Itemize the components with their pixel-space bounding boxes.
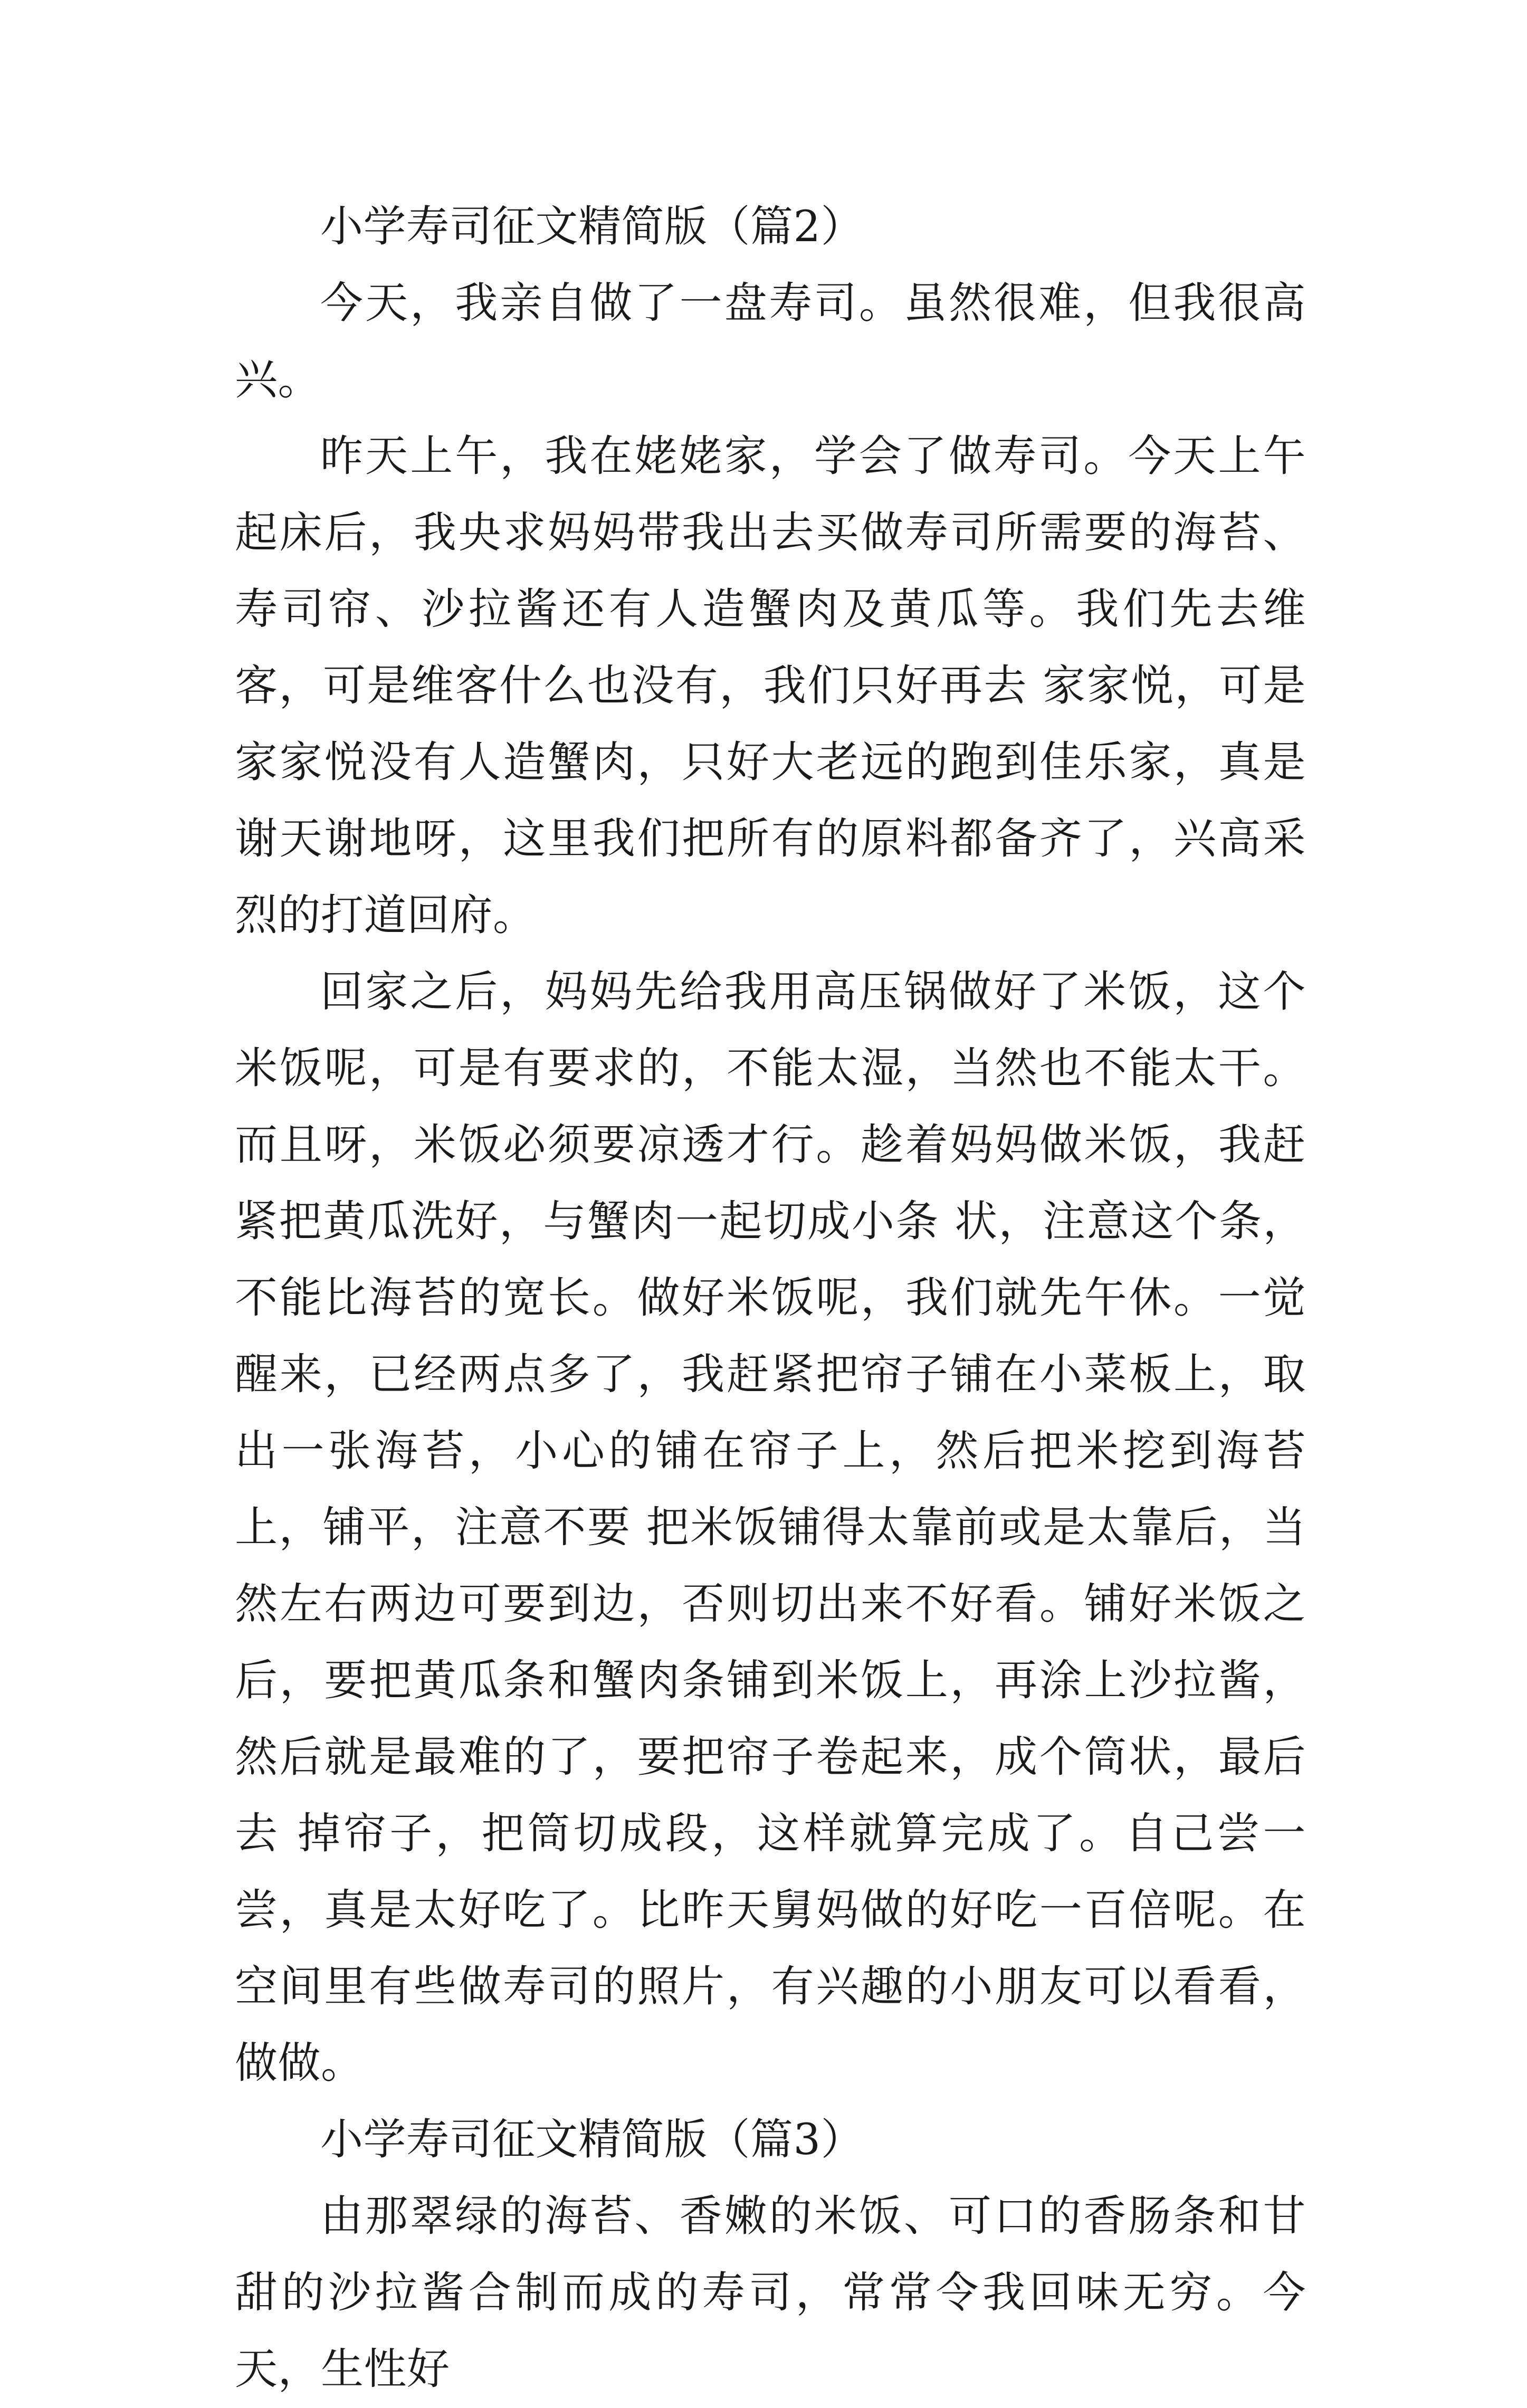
paragraph: 由那翠绿的海苔、香嫩的米饭、可口的香肠条和甘甜的沙拉酱合制而成的寿司，常常令我回味无穷。今天，生性好 <box>235 2192 1306 2394</box>
section-heading-2: 小学寿司征文精简版（篇2） <box>320 202 864 252</box>
paragraph: 昨天上午，我在姥姥家，学会了做寿司。今天上午起床后，我央求妈妈带我出去买做寿司所需要的海苔、寿司帘、沙拉酱还有人造蟹肉及黄瓜等。我们先去维客，可是维客什么也没有，我们只好再去 家家悦，可是家家悦没有人造蟹肉，只好大老远的跑到佳乐家，真是谢天谢地呀，这里我们把所有的原料都备齐了，兴高采烈的打道回府。 <box>235 432 1306 940</box>
section-heading-3: 小学寿司征文精简版（篇3） <box>320 2115 864 2165</box>
document-body <box>235 189 1306 2408</box>
paragraph: 回家之后，妈妈先给我用高压锅做好了米饭，这个米饭呢，可是有要求的，不能太湿，当然也不能太干。而且呀，米饭必须要凉透才行。趁着妈妈做米饭，我赶紧把黄瓜洗好，与蟹肉一起切成小条 状，注意这个条，不能比海苔的宽长。做好米饭呢，我们就先午休。一觉醒来，已经两点多了，我赶紧把帘子铺在小菜板上，取出一张海苔，小心的铺在帘子上，然后把米挖到海苔上，铺平，注意不要 把米饭铺得太靠前或是太靠后，当然左右两边可要到边，否则切出来不好看。铺好米饭之后，要把黄瓜条和蟹肉条铺到米饭上，再涂上沙拉酱，然后就是最难的了，要把帘子卷起来，成个筒状，最后去 掉帘子，把筒切成段，这样就算完成了。自己尝一尝，真是太好吃了。比昨天舅妈做的好吃一百倍呢。在空间里有些做寿司的照片，有兴趣的小朋友可以看看，做做。 <box>235 967 1306 2088</box>
paragraph: 今天，我亲自做了一盘寿司。虽然很难，但我很高兴。 <box>235 279 1306 405</box>
